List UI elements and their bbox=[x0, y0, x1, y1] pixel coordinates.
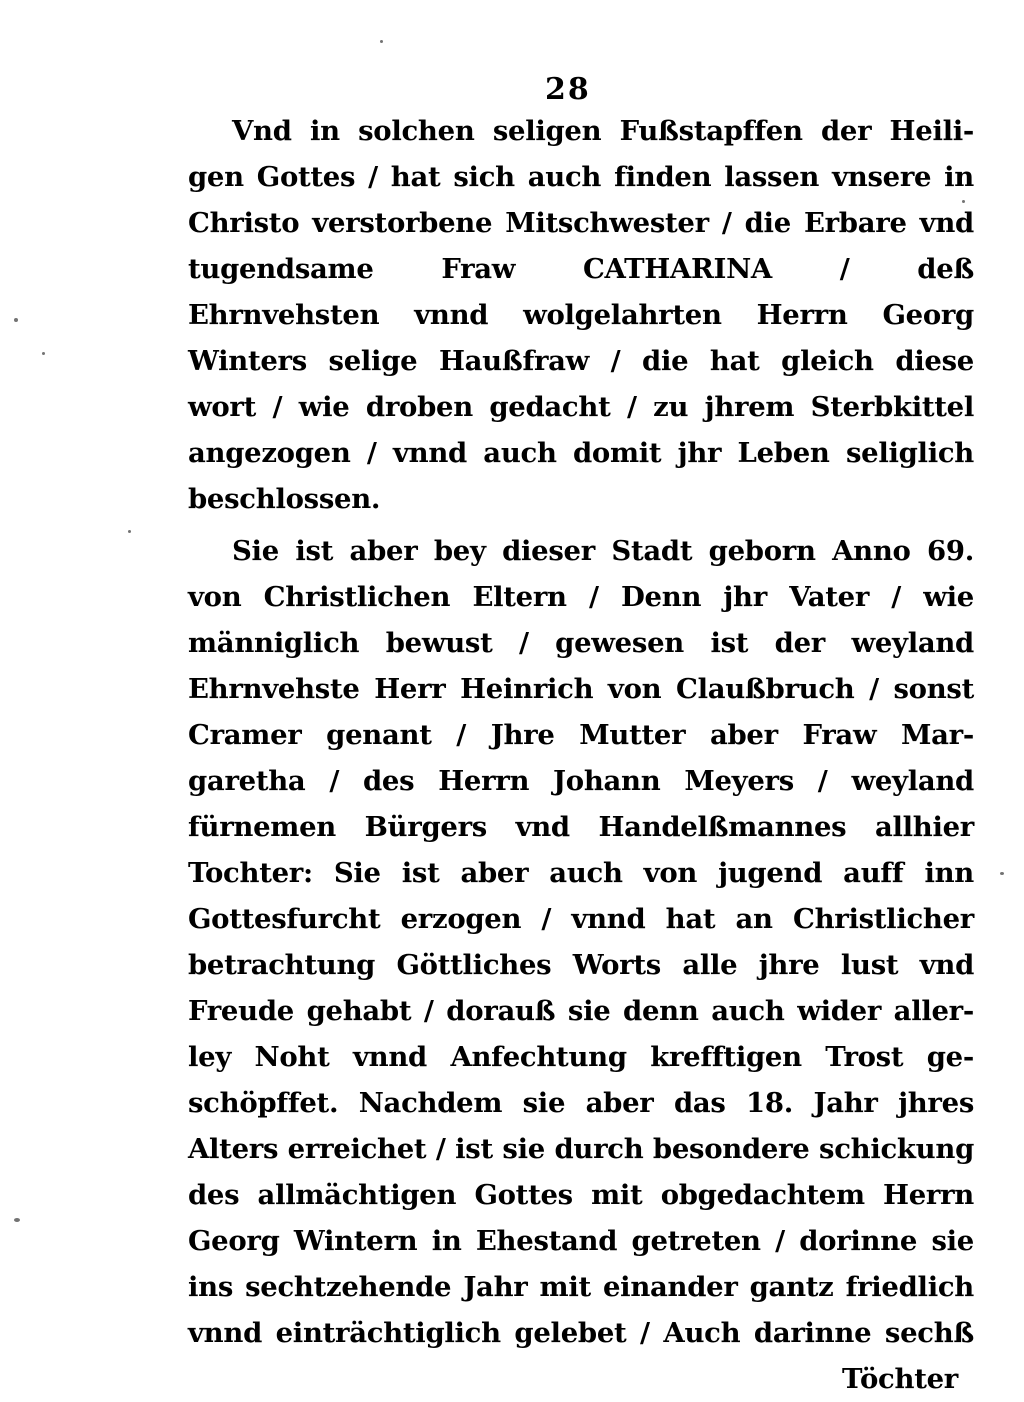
text-line: ley Noht vnnd Anfechtung krefftigen Trost ge- bbox=[188, 1041, 974, 1073]
text-line: Georg Wintern in Ehestand getreten / dorinne sie bbox=[188, 1225, 974, 1257]
text-line: Freude gehabt / dorauß sie denn auch wider aller- bbox=[188, 995, 974, 1027]
paragraph bbox=[188, 108, 974, 522]
text-line: Winters selige Haußfraw / die hat gleich diese bbox=[188, 345, 974, 377]
scan-speck bbox=[14, 1218, 20, 1222]
text-line: fürnemen Bürgers vnd Handelßmannes allhier bbox=[188, 811, 974, 843]
text-line: schöpffet. Nachdem sie aber das 18. Jahr jhres bbox=[188, 1087, 974, 1119]
text-line: wort / wie droben gedacht / zu jhrem Sterbkittel bbox=[188, 391, 974, 423]
text-line: gen Gottes / hat sich auch finden lassen vnsere in bbox=[188, 161, 974, 193]
text-line: Christo verstorbene Mitschwester / die Erbare vnd bbox=[188, 207, 974, 239]
text-line: Alters erreichet / ist sie durch besondere schickung bbox=[188, 1133, 974, 1165]
catchword: Töchter bbox=[841, 1363, 958, 1395]
text-line: ins sechtzehende Jahr mit einander gantz friedlich bbox=[188, 1271, 974, 1303]
text-line: Tochter: Sie ist aber auch von jugend auff inn bbox=[188, 857, 974, 889]
text-line: vnnd einträchtiglich gelebet / Auch darinne sechß bbox=[188, 1317, 974, 1349]
text-line: tugendsame Fraw CATHARINA / deß bbox=[188, 253, 974, 285]
text-line: Ehrnvehsten vnnd wolgelahrten Herrn Georg bbox=[188, 299, 974, 331]
text-line: von Christlichen Eltern / Denn jhr Vater / wie bbox=[188, 581, 974, 613]
text-line: Sie ist aber bey dieser Stadt geborn Anno 69. bbox=[232, 535, 974, 567]
scan-speck bbox=[42, 352, 45, 355]
scan-speck bbox=[1000, 872, 1004, 875]
scan-speck bbox=[14, 318, 18, 322]
text-line: Vnd in solchen seligen Fußstapffen der Heili- bbox=[232, 115, 974, 147]
text-line: angezogen / vnnd auch domit jhr Leben seliglich bbox=[188, 437, 974, 469]
scan-speck bbox=[380, 40, 383, 43]
text-line: Cramer genant / Jhre Mutter aber Fraw Mar- bbox=[188, 719, 974, 751]
page-number: 28 bbox=[545, 72, 591, 107]
text-line: männiglich bewust / gewesen ist der weyland bbox=[188, 627, 974, 659]
text-line: des allmächtigen Gottes mit obgedachtem Herrn bbox=[188, 1179, 974, 1211]
scan-speck bbox=[128, 530, 131, 533]
text-line: betrachtung Göttliches Worts alle jhre lust vnd bbox=[188, 949, 974, 981]
paragraph bbox=[188, 528, 974, 1356]
text-line: Ehrnvehste Herr Heinrich von Claußbruch / sonst bbox=[188, 673, 974, 705]
body-text bbox=[188, 108, 974, 1402]
text-line: garetha / des Herrn Johann Meyers / weyland bbox=[188, 765, 974, 797]
text-line: Gottesfurcht erzogen / vnnd hat an Christlicher bbox=[188, 903, 974, 935]
text-line: beschlossen. bbox=[188, 483, 381, 515]
